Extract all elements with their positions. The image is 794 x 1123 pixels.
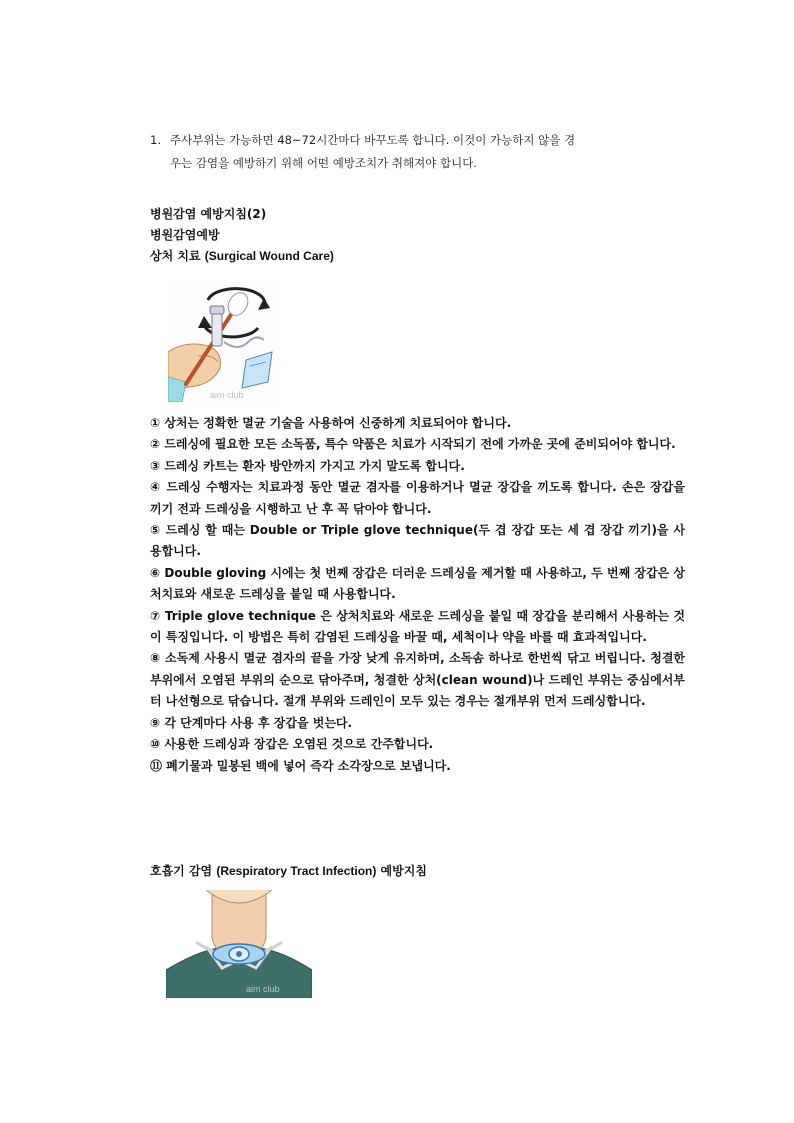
intro-line-2: 우는 감염을 예방하기 위해 어떤 예방조치가 취해져야 합니다.: [170, 156, 477, 170]
list-item: ⑤ 드레싱 할 때는 Double or Triple glove technique(두 겹 장갑 또는 세 겹 장갑 끼기)을 사용합니다.: [150, 523, 685, 559]
tracheostomy-illustration: [166, 890, 312, 998]
wound-care-illustration: [168, 282, 280, 402]
list-item: ⑩ 사용한 드레싱과 장갑은 오염된 것으로 간주합니다.: [150, 737, 434, 752]
list-item: ⑧ 소독제 사용시 멸균 겸자의 끝을 가장 낮게 유지하며, 소독솜 하나로 한번씩 닦고 버립니다. 청결한 부위에서 오염된 부위의 순으로 닦아주며, 청결한 상처(clean wound)나 드레인 부위는 중심에서부터 나선형으로 닦습니다. 절개 부위와 드레인이 모두 있는 경우는 절개부위 먼저 드레싱합니다.: [150, 651, 685, 709]
section-1-subtitle: 병원감염예방: [150, 228, 220, 242]
intro-paragraph: [150, 129, 685, 175]
section-2-header: [150, 861, 685, 882]
list-item: ④ 드레싱 수행자는 치료과정 동안 멸균 겸자를 이용하거나 멸균 장갑을 끼도록 합니다. 손은 장갑을 끼기 전과 드레싱을 시행하고 난 후 꼭 닦아야 합니다.: [150, 480, 685, 516]
section-2-title-english: (Respiratory Tract Infection): [216, 864, 377, 878]
watermark-2: aim club: [246, 984, 280, 994]
list-item: ⑨ 각 단계마다 사용 후 장갑을 벗는다.: [150, 715, 353, 730]
section-2-title: [150, 861, 685, 882]
list-item: ① 상처는 정확한 멸균 기술을 사용하여 신중하게 치료되어야 합니다.: [150, 416, 512, 430]
intro-number: 1.: [150, 133, 161, 147]
list-item: ③ 드레싱 카트는 환자 방안까지 가지고 가지 말도록 합니다.: [150, 458, 465, 473]
list-item: ② 드레싱에 필요한 모든 소독품, 특수 약품은 치료가 시작되기 전에 가까운 곳에 준비되어야 합니다.: [150, 437, 676, 452]
wound-care-figure: [168, 282, 280, 402]
tracheostomy-figure: [166, 890, 312, 998]
section-2-title-korean: 호흡기 감염: [150, 864, 213, 878]
list-item: ⑪ 폐기물과 밀봉된 백에 넣어 즉각 소각장으로 보냅니다.: [150, 758, 451, 773]
watermark-1: aim club: [210, 390, 244, 400]
section-2-title-suffix: 예방지침: [380, 864, 427, 878]
topic-english: (Surgical Wound Care): [204, 249, 334, 263]
list-item: ⑥ Double gloving 시에는 첫 번째 장갑은 더러운 드레싱을 제거할 때 사용하고, 두 번째 장갑은 상처치료와 새로운 드레싱을 붙일 때 사용합니다.: [150, 565, 685, 602]
wound-care-items: [150, 413, 685, 777]
intro-line-1: 주사부위는 가능하면 48~72시간마다 바꾸도록 합니다. 이것이 가능하지 않을 경: [170, 133, 576, 147]
section-1-title: 병원감염 예방지침(2): [150, 207, 267, 221]
topic-korean: 상처 치료: [150, 249, 201, 263]
list-item: ⑦ Triple glove technique 은 상처치료와 새로운 드레싱을 붙일 때 장갑을 분리해서 사용하는 것이 특징입니다. 이 방법은 특히 감염된 드레싱을 바꿀 때, 세척이나 약을 바를 때 효과적입니다.: [150, 608, 685, 645]
section-1-header: [150, 204, 685, 267]
section-1-topic: [150, 246, 685, 267]
